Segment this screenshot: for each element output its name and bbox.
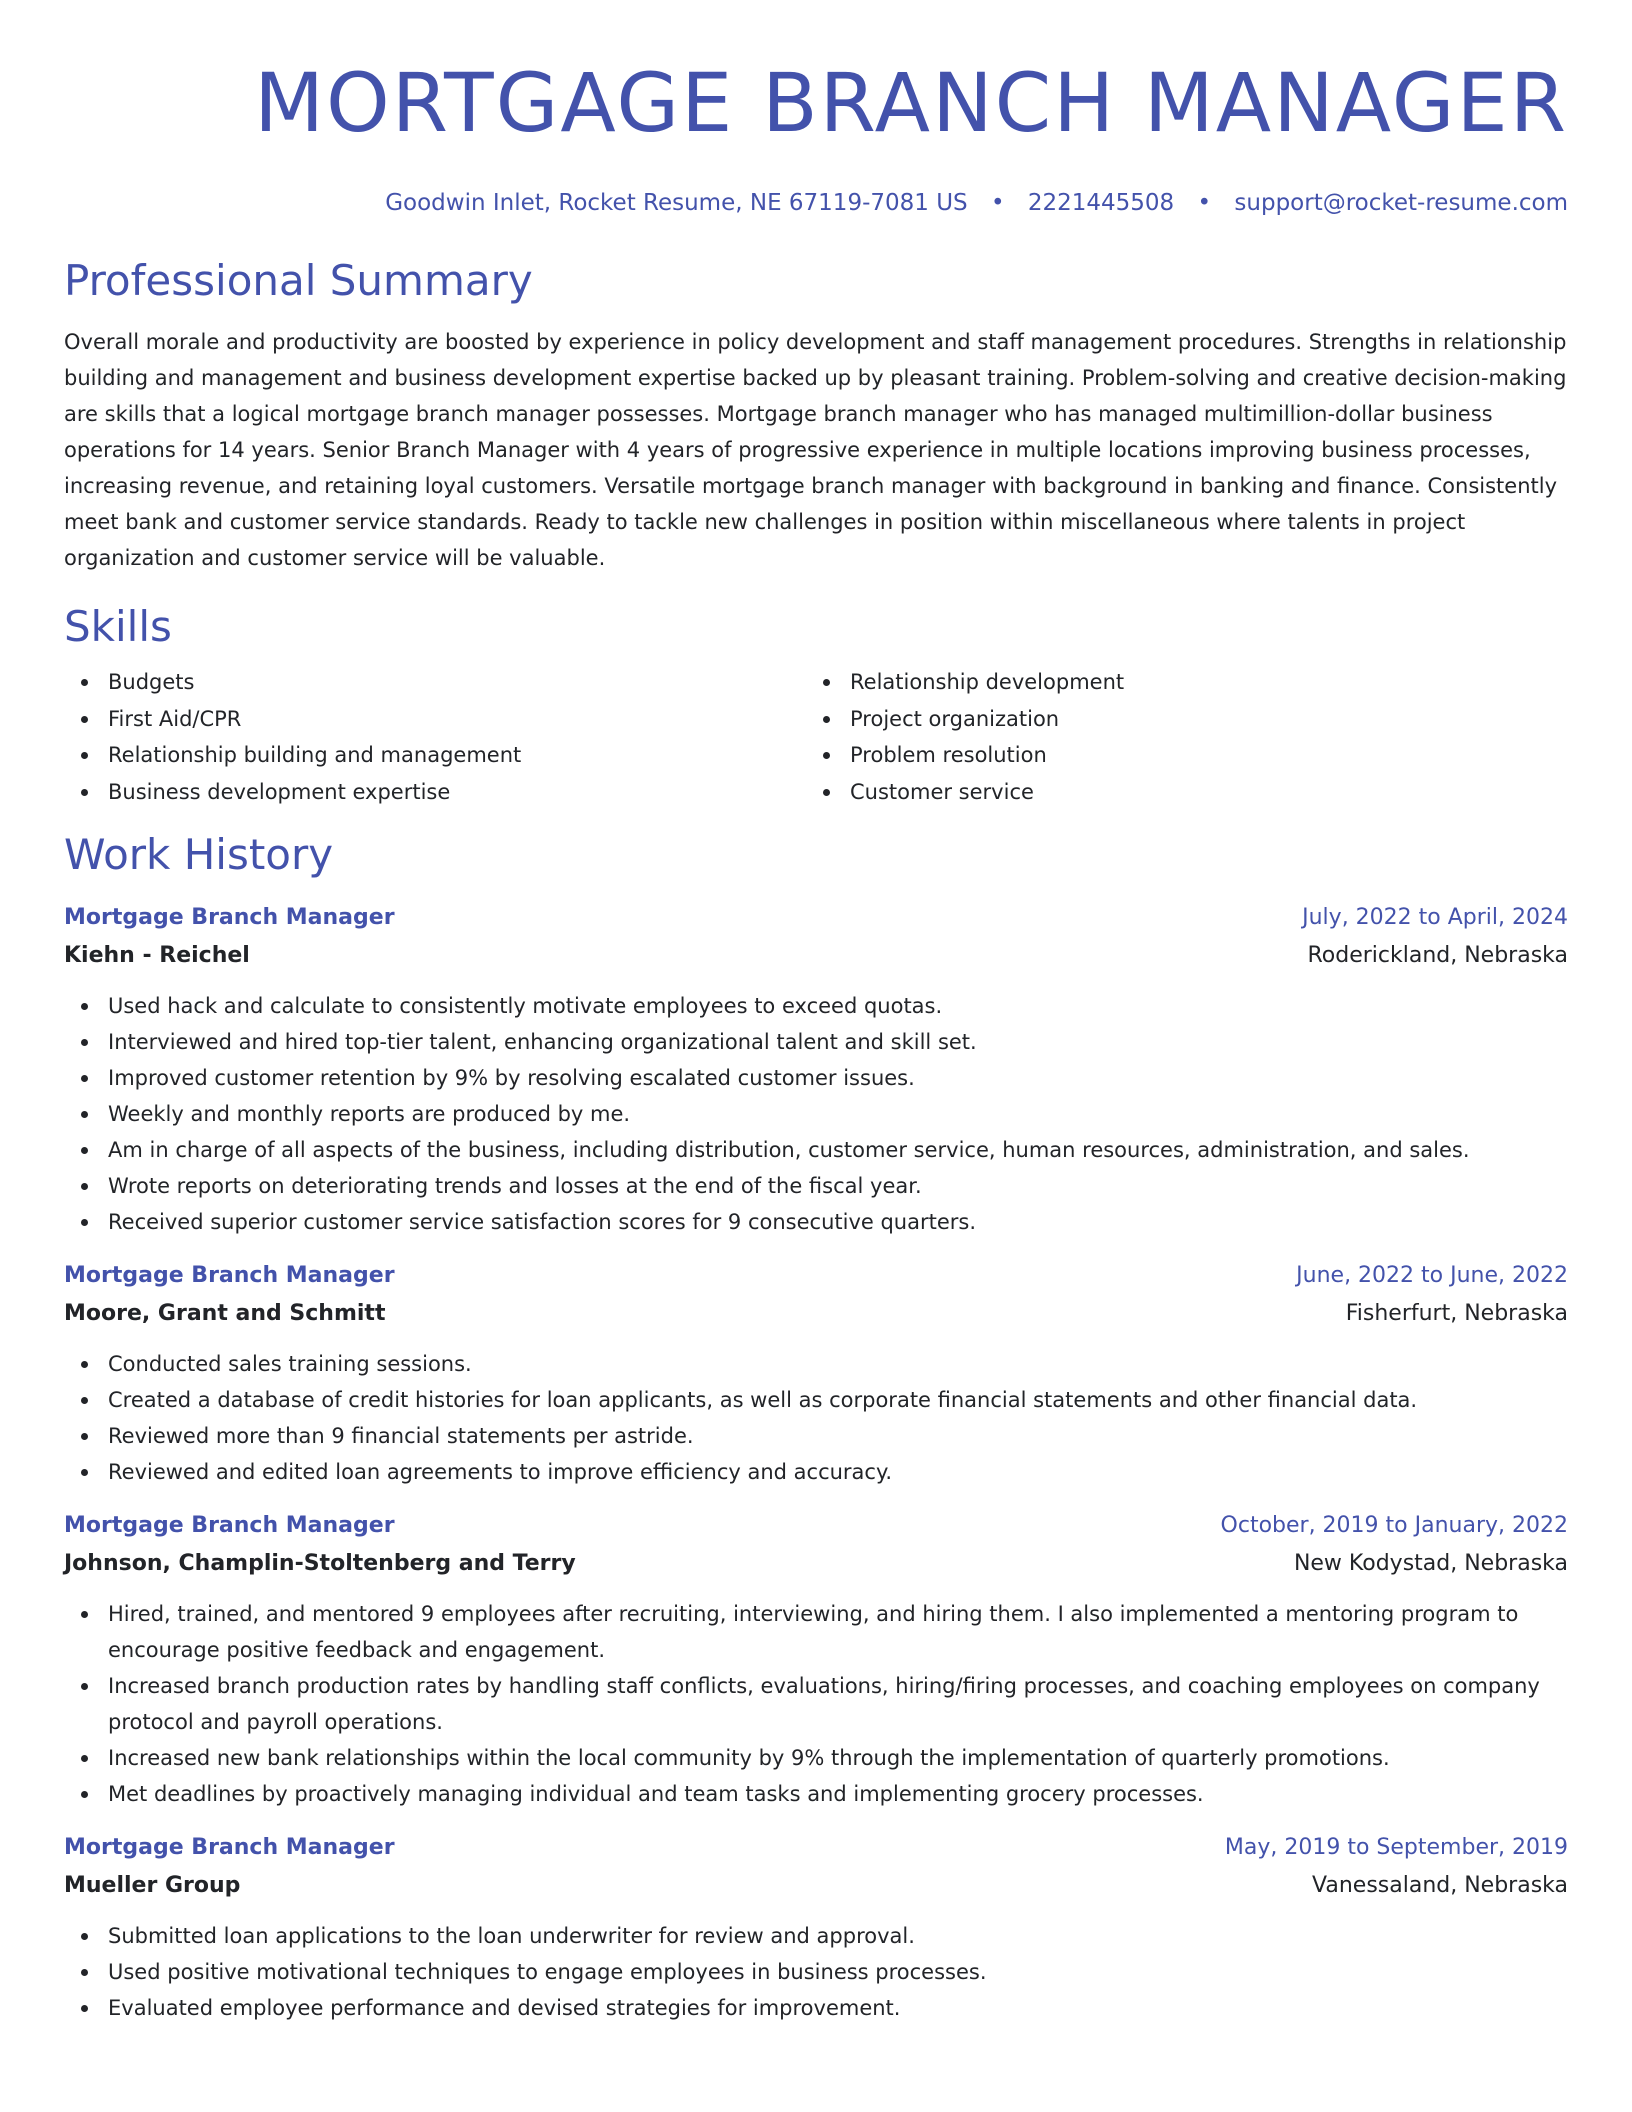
- summary-text: Overall morale and productivity are boosted by experience in policy development and staff management procedures. Strengths in relationship building and management and business development expertise backed up by pleasant training. Problem-solving and creative decision-making are skills that a logical mortgage branch manager possesses. Mortgage branch manager who has managed multimillion-dollar business operations for 14 years. Senior Branch Manager with 4 years of progressive experience in multiple locations improving business processes, increasing revenue, and retaining loyal customers. Versatile mortgage branch manager with background in banking and finance. Consistently meet bank and customer service standards. Ready to tackle new challenges in position within miscellaneous where talents in project organization and customer service will be valuable.: [64, 330, 1567, 570]
- job-bullet: Interviewed and hired top-tier talent, enhancing organizational talent and skill set.: [64, 1024, 1568, 1060]
- skill-item: Budgets: [64, 664, 806, 701]
- work-history-heading: Work History: [64, 830, 334, 879]
- skill-item: First Aid/CPR: [64, 701, 806, 738]
- contact-separator: •: [1197, 190, 1212, 216]
- job-company-row: [64, 1866, 1568, 1906]
- job-title-row: [64, 1830, 1568, 1866]
- work-history-section: [64, 828, 1568, 2026]
- job-bullet: Increased branch production rates by handling staff conflicts, evaluations, hiring/firing processes, and coaching employees on company protocol and payroll operations.: [64, 1668, 1568, 1740]
- job-bullet: Am in charge of all aspects of the business, including distribution, customer service, human resources, administration, and sales.: [64, 1132, 1568, 1168]
- job-entry: [64, 1508, 1568, 1812]
- job-dates: July, 2022 to April, 2024: [1302, 905, 1568, 930]
- resume-header: [64, 0, 1568, 218]
- job-bullet: Used positive motivational techniques to engage employees in business processes.: [64, 1954, 1568, 1990]
- contact-email: support@rocket-resume.com: [1234, 190, 1568, 216]
- job-company: Moore, Grant and Schmitt: [64, 1301, 386, 1326]
- job-title: Mortgage Branch Manager: [64, 905, 395, 930]
- job-dates: June, 2022 to June, 2022: [1296, 1263, 1568, 1288]
- job-bullet: Wrote reports on deteriorating trends and losses at the end of the fiscal year.: [64, 1168, 1568, 1204]
- job-bullets: [64, 1596, 1568, 1812]
- job-entry: [64, 900, 1568, 1240]
- skill-item: Relationship development: [806, 664, 1568, 701]
- job-company: Mueller Group: [64, 1873, 241, 1898]
- job-title-row: [64, 1508, 1568, 1544]
- contact-separator: •: [990, 190, 1005, 216]
- skill-item: Problem resolution: [806, 737, 1568, 774]
- job-bullet: Evaluated employee performance and devised strategies for improvement.: [64, 1990, 1568, 2026]
- contact-address: Goodwin Inlet, Rocket Resume, NE 67119-7081 US: [385, 190, 968, 216]
- job-company-row: [64, 1544, 1568, 1584]
- job-bullet: Reviewed more than 9 financial statements per astride.: [64, 1418, 1568, 1454]
- job-location: New Kodystad, Nebraska: [1293, 1551, 1568, 1576]
- job-company: Johnson, Champlin-Stoltenberg and Terry: [64, 1551, 576, 1576]
- skills-section: [64, 600, 1568, 810]
- job-location: Vanessaland, Nebraska: [1312, 1873, 1568, 1898]
- summary-heading: Professional Summary: [64, 256, 533, 305]
- job-company-row: [64, 936, 1568, 976]
- job-title-row: [64, 900, 1568, 936]
- job-dates: May, 2019 to September, 2019: [1224, 1835, 1568, 1860]
- job-title: Mortgage Branch Manager: [64, 1263, 395, 1288]
- job-location: Fisherfurt, Nebraska: [1345, 1301, 1568, 1326]
- job-company-row: [64, 1294, 1568, 1334]
- job-title: Mortgage Branch Manager: [64, 1835, 395, 1860]
- job-title: Mortgage Branch Manager: [64, 1513, 395, 1538]
- job-bullet: Created a database of credit histories for loan applicants, as well as corporate financial statements and other financial data.: [64, 1382, 1568, 1418]
- job-entry: [64, 1830, 1568, 2026]
- job-bullet: Hired, trained, and mentored 9 employees after recruiting, interviewing, and hiring them. I also implemented a mentoring program to encourage positive feedback and engagement.: [64, 1596, 1568, 1668]
- job-bullet: Increased new bank relationships within the local community by 9% through the implementation of quarterly promotions.: [64, 1740, 1568, 1776]
- resume-name: MORTGAGE BRANCH MANAGER: [254, 57, 1568, 151]
- job-bullets: [64, 988, 1568, 1240]
- job-bullets: [64, 1918, 1568, 2026]
- job-bullet: Reviewed and edited loan agreements to improve efficiency and accuracy.: [64, 1454, 1568, 1490]
- skill-item: Customer service: [806, 774, 1568, 811]
- job-title-row: [64, 1258, 1568, 1294]
- job-bullet: Received superior customer service satisfaction scores for 9 consecutive quarters.: [64, 1204, 1568, 1240]
- skill-item: Business development expertise: [64, 774, 806, 811]
- contact-phone: 2221445508: [1027, 190, 1175, 216]
- skill-item: Relationship building and management: [64, 737, 806, 774]
- job-bullet: Weekly and monthly reports are produced by me.: [64, 1096, 1568, 1132]
- job-dates: October, 2019 to January, 2022: [1220, 1513, 1568, 1538]
- skills-list-left: [64, 664, 806, 810]
- summary-section: [64, 254, 1568, 576]
- job-bullet: Used hack and calculate to consistently motivate employees to exceed quotas.: [64, 988, 1568, 1024]
- job-location: Roderickland, Nebraska: [1307, 943, 1568, 968]
- skills-grid: [64, 664, 1568, 810]
- job-bullet: Conducted sales training sessions.: [64, 1346, 1568, 1382]
- job-bullet: Improved customer retention by 9% by resolving escalated customer issues.: [64, 1060, 1568, 1096]
- job-bullet: Submitted loan applications to the loan underwriter for review and approval.: [64, 1918, 1568, 1954]
- skills-list-right: [806, 664, 1568, 810]
- skill-item: Project organization: [806, 701, 1568, 738]
- contact-line: [64, 188, 1568, 218]
- job-company: Kiehn - Reichel: [64, 943, 250, 968]
- job-bullet: Met deadlines by proactively managing individual and team tasks and implementing grocery processes.: [64, 1776, 1568, 1812]
- job-entry: [64, 1258, 1568, 1490]
- job-bullets: [64, 1346, 1568, 1490]
- skills-heading: Skills: [64, 602, 172, 651]
